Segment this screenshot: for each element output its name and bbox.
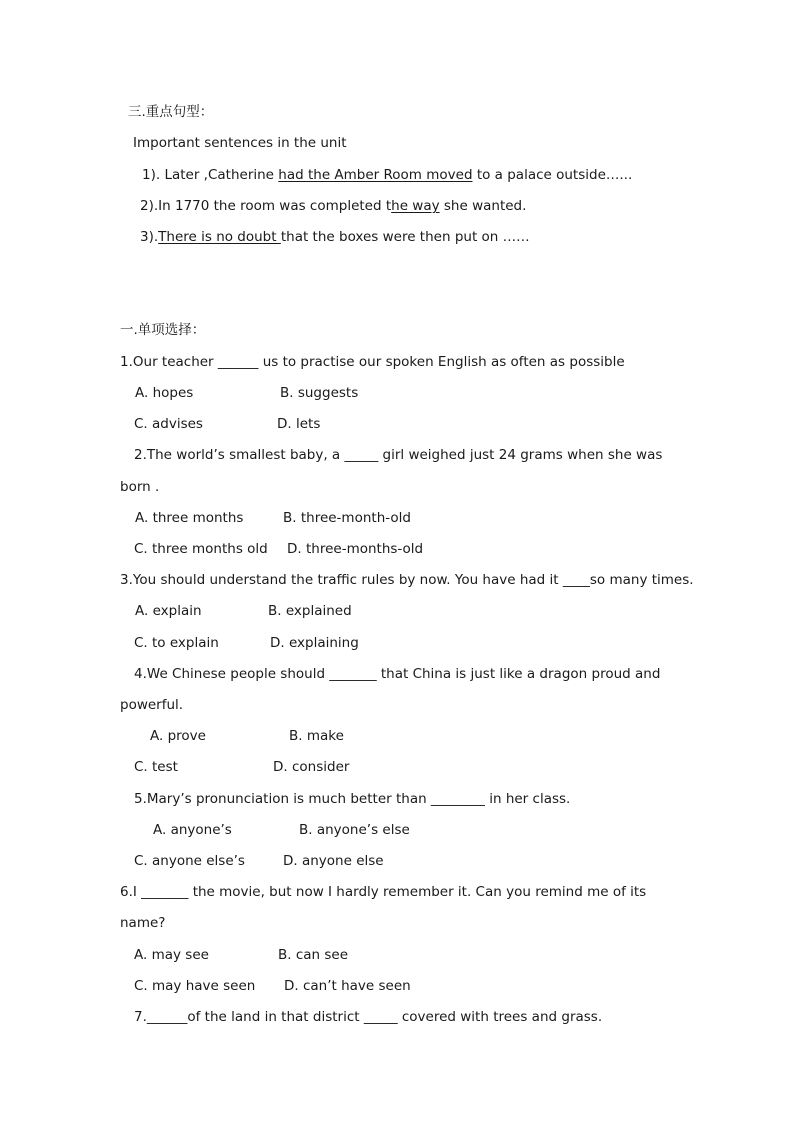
- question-1-option-d: D. lets: [277, 416, 321, 432]
- question-6-option-a: A. may see: [134, 947, 209, 963]
- question-2-option-a: A. three months: [135, 510, 244, 526]
- question-6-option-b: B. can see: [278, 947, 349, 963]
- question-5-option-d: D. anyone else: [283, 853, 384, 869]
- question-1-option-a: A. hopes: [135, 385, 194, 401]
- question-3-option-a: A. explain: [135, 603, 202, 619]
- question-5-option-c: C. anyone else’s: [134, 853, 245, 869]
- question-4-option-c: C. test: [134, 759, 178, 775]
- sentence-2-pre: 2).In 1770 the room was completed t: [140, 198, 392, 214]
- sentence-3-pre: 3).: [140, 229, 159, 245]
- question-6-option-c: C. may have seen: [134, 978, 256, 994]
- question-4-option-a: A. prove: [150, 728, 206, 744]
- question-1-option-b: B. suggests: [280, 385, 359, 401]
- sentence-2-underlined: he way: [391, 198, 440, 214]
- question-2-option-c: C. three months old: [134, 541, 268, 557]
- sentence-1-pre: 1). Later ,Catherine: [142, 167, 279, 183]
- question-3-stem: 3.You should understand the traffic rules by now. You have had it ____so many times.: [120, 572, 694, 588]
- question-2-option-d: D. three-months-old: [287, 541, 424, 557]
- sentence-1-post: to a palace outside…...: [472, 167, 633, 183]
- question-3-option-d: D. explaining: [270, 635, 359, 651]
- question-6-stem-line-1: 6.I _______ the movie, but now I hardly remember it. Can you remind me of its: [120, 884, 647, 900]
- question-5-option-b: B. anyone’s else: [299, 822, 410, 838]
- question-2-stem-line-2: born .: [120, 479, 160, 495]
- question-5-stem: 5.Mary’s pronunciation is much better than ________ in her class.: [134, 791, 571, 807]
- question-2-option-b: B. three-month-old: [283, 510, 411, 526]
- sentence-3: [140, 228, 530, 246]
- sentence-3-underlined: There is no doubt: [158, 229, 281, 245]
- question-6-stem-line-2: name?: [120, 915, 166, 931]
- question-4-option-b: B. make: [289, 728, 344, 744]
- question-4-stem-line-2: powerful.: [120, 697, 184, 713]
- sentence-2: [140, 197, 526, 215]
- sentence-3-post: that the boxes were then put on ……: [280, 229, 530, 245]
- question-3-option-c: C. to explain: [134, 635, 219, 651]
- question-3-option-b: B. explained: [268, 603, 352, 619]
- section-one-heading: 一.单项选择：: [120, 322, 206, 338]
- question-7-stem: 7.______of the land in that district _____ covered with trees and grass.: [134, 1009, 603, 1025]
- question-6-option-d: D. can’t have seen: [284, 978, 411, 994]
- sentence-2-post: she wanted.: [439, 198, 527, 214]
- question-5-option-a: A. anyone’s: [153, 822, 232, 838]
- question-1-stem: 1.Our teacher ______ us to practise our spoken English as often as possible: [120, 354, 625, 370]
- section-three-heading: 三.重点句型：: [128, 104, 214, 120]
- section-three-subtitle: Important sentences in the unit: [133, 135, 347, 151]
- question-4-stem-line-1: 4.We Chinese people should _______ that China is just like a dragon proud and: [134, 666, 661, 682]
- sentence-1: [142, 166, 632, 184]
- question-2-stem-line-1: 2.The world’s smallest baby, a _____ girl weighed just 24 grams when she was: [134, 447, 663, 463]
- sentence-1-underlined: had the Amber Room moved: [278, 167, 473, 183]
- question-1-option-c: C. advises: [134, 416, 203, 432]
- question-4-option-d: D. consider: [273, 759, 350, 775]
